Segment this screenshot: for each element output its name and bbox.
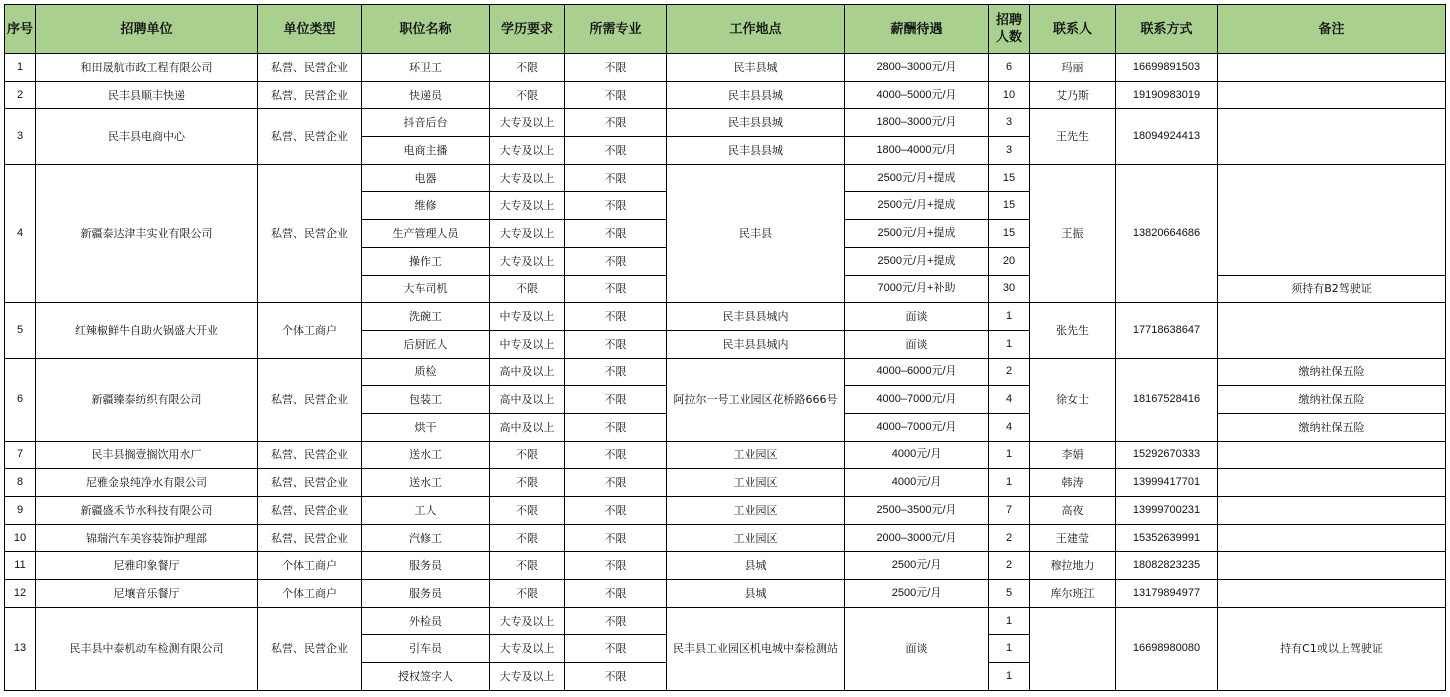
header-row <box>5 5 1446 54</box>
cell-location[interactable]: 县城 <box>667 580 845 608</box>
cell-education[interactable]: 大专及以上 <box>490 164 565 192</box>
cell-contact[interactable]: 穆拉地力 <box>1030 552 1116 580</box>
recruitment-table <box>4 4 1446 691</box>
cell-major[interactable]: 不限 <box>565 663 667 691</box>
cell-contact[interactable]: 王建莹 <box>1030 524 1116 552</box>
cell-location[interactable]: 工业园区 <box>667 441 845 469</box>
cell-pay[interactable]: 7000元/月+补助 <box>845 275 989 303</box>
cell-position[interactable]: 洗碗工 <box>362 303 490 331</box>
cell-education[interactable]: 大专及以上 <box>490 635 565 663</box>
table-row <box>5 497 1446 525</box>
cell-major[interactable]: 不限 <box>565 607 667 635</box>
cell-education[interactable]: 不限 <box>490 275 565 303</box>
cell-note[interactable] <box>1218 54 1446 82</box>
header-cell: 联系方式 <box>1116 5 1218 54</box>
header-cell: 工作地点 <box>667 5 845 54</box>
cell-position[interactable]: 送水工 <box>362 441 490 469</box>
cell-major[interactable]: 不限 <box>565 137 667 165</box>
cell-major[interactable]: 不限 <box>565 469 667 497</box>
cell-type[interactable]: 私营、民营企业 <box>258 469 362 497</box>
cell-education[interactable]: 高中及以上 <box>490 386 565 414</box>
cell-company[interactable]: 尼雅金泉纯净水有限公司 <box>36 469 258 497</box>
cell-position[interactable]: 质检 <box>362 358 490 386</box>
cell-major[interactable]: 不限 <box>565 552 667 580</box>
cell-no[interactable]: 7 <box>5 441 36 469</box>
cell-contact[interactable]: 王振 <box>1030 164 1116 302</box>
cell-education[interactable]: 不限 <box>490 497 565 525</box>
cell-phone[interactable]: 16699891503 <box>1116 54 1218 82</box>
cell-position[interactable]: 包装工 <box>362 386 490 414</box>
cell-count[interactable]: 15 <box>989 220 1030 248</box>
cell-major[interactable]: 不限 <box>565 386 667 414</box>
header-cell: 序号 <box>5 5 36 54</box>
cell-count[interactable]: 30 <box>989 275 1030 303</box>
cell-position[interactable]: 外检员 <box>362 607 490 635</box>
cell-count[interactable]: 2 <box>989 358 1030 386</box>
cell-count[interactable]: 1 <box>989 441 1030 469</box>
cell-company[interactable]: 红辣椒鲜牛自助火锅盛大开业 <box>36 303 258 358</box>
cell-phone[interactable]: 15352639991 <box>1116 524 1218 552</box>
cell-phone[interactable]: 18082823235 <box>1116 552 1218 580</box>
cell-pay[interactable]: 4000–5000元/月 <box>845 81 989 109</box>
cell-company[interactable]: 民丰县顺丰快递 <box>36 81 258 109</box>
cell-position[interactable]: 汽修工 <box>362 524 490 552</box>
cell-contact[interactable]: 张先生 <box>1030 303 1116 358</box>
cell-position[interactable]: 电商主播 <box>362 137 490 165</box>
cell-pay[interactable]: 1800–4000元/月 <box>845 137 989 165</box>
cell-contact[interactable]: 韩涛 <box>1030 469 1116 497</box>
cell-note[interactable]: 缴纳社保五险 <box>1218 358 1446 386</box>
cell-location[interactable]: 工业园区 <box>667 497 845 525</box>
cell-contact[interactable] <box>1030 607 1116 690</box>
cell-type[interactable]: 私营、民营企业 <box>258 607 362 690</box>
cell-education[interactable]: 大专及以上 <box>490 220 565 248</box>
header-cell: 单位类型 <box>258 5 362 54</box>
cell-note[interactable]: 缴纳社保五险 <box>1218 386 1446 414</box>
cell-count[interactable]: 2 <box>989 552 1030 580</box>
table-row <box>5 469 1446 497</box>
cell-education[interactable]: 大专及以上 <box>490 192 565 220</box>
cell-location[interactable]: 民丰县 <box>667 164 845 302</box>
cell-position[interactable]: 送水工 <box>362 469 490 497</box>
cell-major[interactable]: 不限 <box>565 54 667 82</box>
cell-company[interactable]: 新疆泰达津丰实业有限公司 <box>36 164 258 302</box>
cell-no[interactable]: 9 <box>5 497 36 525</box>
cell-position[interactable]: 授权签字人 <box>362 663 490 691</box>
cell-location[interactable]: 阿拉尔一号工业园区花桥路666号 <box>667 358 845 441</box>
header-cell: 所需专业 <box>565 5 667 54</box>
cell-position[interactable]: 生产管理人员 <box>362 220 490 248</box>
header-cell: 招聘单位 <box>36 5 258 54</box>
cell-major[interactable]: 不限 <box>565 580 667 608</box>
cell-note[interactable] <box>1218 524 1446 552</box>
cell-contact[interactable]: 库尔班江 <box>1030 580 1116 608</box>
cell-pay[interactable]: 2800–3000元/月 <box>845 54 989 82</box>
cell-pay[interactable]: 2500元/月 <box>845 580 989 608</box>
cell-position[interactable]: 环卫工 <box>362 54 490 82</box>
cell-location[interactable]: 工业园区 <box>667 524 845 552</box>
cell-major[interactable]: 不限 <box>565 497 667 525</box>
cell-phone[interactable]: 13999700231 <box>1116 497 1218 525</box>
cell-pay[interactable]: 面谈 <box>845 303 989 331</box>
cell-no[interactable]: 1 <box>5 54 36 82</box>
cell-type[interactable]: 私营、民营企业 <box>258 164 362 302</box>
cell-no[interactable]: 6 <box>5 358 36 441</box>
cell-position[interactable]: 操作工 <box>362 247 490 275</box>
cell-type[interactable]: 私营、民营企业 <box>258 358 362 441</box>
header-cell: 薪酬待遇 <box>845 5 989 54</box>
cell-education[interactable]: 不限 <box>490 580 565 608</box>
cell-pay[interactable]: 面谈 <box>845 330 989 358</box>
cell-count[interactable]: 4 <box>989 413 1030 441</box>
cell-type[interactable]: 个体工商户 <box>258 552 362 580</box>
cell-company[interactable]: 新疆盛禾节水科技有限公司 <box>36 497 258 525</box>
cell-location[interactable]: 民丰县工业园区机电城中泰检测站 <box>667 607 845 690</box>
cell-note[interactable] <box>1218 81 1446 109</box>
cell-major[interactable]: 不限 <box>565 109 667 137</box>
table-row <box>5 441 1446 469</box>
cell-no[interactable]: 4 <box>5 164 36 302</box>
cell-pay[interactable]: 4000–7000元/月 <box>845 386 989 414</box>
cell-position[interactable]: 服务员 <box>362 580 490 608</box>
cell-note[interactable]: 须持有B2驾驶证 <box>1218 275 1446 303</box>
table-row <box>5 303 1446 331</box>
cell-pay[interactable]: 4000元/月 <box>845 469 989 497</box>
cell-location[interactable]: 民丰县县城 <box>667 109 845 137</box>
cell-count[interactable]: 2 <box>989 524 1030 552</box>
table-row <box>5 524 1446 552</box>
cell-phone[interactable]: 18094924413 <box>1116 109 1218 164</box>
cell-count[interactable]: 6 <box>989 54 1030 82</box>
cell-pay[interactable]: 面谈 <box>845 607 989 690</box>
cell-major[interactable]: 不限 <box>565 164 667 192</box>
cell-major[interactable]: 不限 <box>565 303 667 331</box>
cell-position[interactable]: 后厨匠人 <box>362 330 490 358</box>
cell-pay[interactable]: 4000–7000元/月 <box>845 413 989 441</box>
header-cell: 联系人 <box>1030 5 1116 54</box>
cell-contact[interactable]: 徐女士 <box>1030 358 1116 441</box>
cell-major[interactable]: 不限 <box>565 81 667 109</box>
cell-position[interactable]: 烘干 <box>362 413 490 441</box>
cell-count[interactable]: 7 <box>989 497 1030 525</box>
cell-location[interactable]: 民丰县县城 <box>667 81 845 109</box>
cell-position[interactable]: 引车员 <box>362 635 490 663</box>
cell-major[interactable]: 不限 <box>565 192 667 220</box>
cell-count[interactable]: 3 <box>989 137 1030 165</box>
cell-note[interactable]: 持有C1或以上驾驶证 <box>1218 607 1446 690</box>
header-cell: 职位名称 <box>362 5 490 54</box>
cell-phone[interactable]: 17718638647 <box>1116 303 1218 358</box>
cell-major[interactable]: 不限 <box>565 524 667 552</box>
header-cell: 备注 <box>1218 5 1446 54</box>
cell-no[interactable]: 10 <box>5 524 36 552</box>
table-row <box>5 54 1446 82</box>
cell-count[interactable]: 1 <box>989 607 1030 635</box>
table-row <box>5 607 1446 635</box>
cell-education[interactable]: 大专及以上 <box>490 137 565 165</box>
cell-company[interactable]: 民丰县电商中心 <box>36 109 258 164</box>
cell-type[interactable]: 个体工商户 <box>258 303 362 358</box>
cell-company[interactable]: 锦瑞汽车美容装饰护理部 <box>36 524 258 552</box>
cell-pay[interactable]: 2500元/月+提成 <box>845 192 989 220</box>
cell-no[interactable]: 13 <box>5 607 36 690</box>
cell-education[interactable]: 中专及以上 <box>490 330 565 358</box>
table-row <box>5 580 1446 608</box>
cell-education[interactable]: 大专及以上 <box>490 607 565 635</box>
cell-education[interactable]: 大专及以上 <box>490 109 565 137</box>
cell-phone[interactable]: 15292670333 <box>1116 441 1218 469</box>
cell-note[interactable] <box>1218 580 1446 608</box>
cell-count[interactable]: 1 <box>989 330 1030 358</box>
cell-count[interactable]: 15 <box>989 192 1030 220</box>
cell-education[interactable]: 中专及以上 <box>490 303 565 331</box>
cell-company[interactable]: 民丰县搁壹搁饮用水厂 <box>36 441 258 469</box>
cell-type[interactable]: 私营、民营企业 <box>258 441 362 469</box>
cell-type[interactable]: 私营、民营企业 <box>258 524 362 552</box>
cell-count[interactable]: 3 <box>989 109 1030 137</box>
cell-major[interactable]: 不限 <box>565 275 667 303</box>
cell-company[interactable]: 民丰县中泰机动车检测有限公司 <box>36 607 258 690</box>
cell-major[interactable]: 不限 <box>565 413 667 441</box>
cell-phone[interactable]: 16698980080 <box>1116 607 1218 690</box>
cell-type[interactable]: 私营、民营企业 <box>258 81 362 109</box>
cell-phone[interactable]: 13999417701 <box>1116 469 1218 497</box>
cell-pay[interactable]: 2500元/月+提成 <box>845 247 989 275</box>
cell-major[interactable]: 不限 <box>565 441 667 469</box>
cell-pay[interactable]: 2000–3000元/月 <box>845 524 989 552</box>
cell-company[interactable]: 尼壤音乐餐厅 <box>36 580 258 608</box>
cell-phone[interactable]: 13820664686 <box>1116 164 1218 302</box>
cell-pay[interactable]: 2500元/月+提成 <box>845 164 989 192</box>
cell-contact[interactable]: 高夜 <box>1030 497 1116 525</box>
cell-contact[interactable]: 艾乃斯 <box>1030 81 1116 109</box>
cell-contact[interactable]: 李娟 <box>1030 441 1116 469</box>
cell-position[interactable]: 大车司机 <box>362 275 490 303</box>
cell-position[interactable]: 抖音后台 <box>362 109 490 137</box>
cell-phone[interactable]: 19190983019 <box>1116 81 1218 109</box>
cell-education[interactable]: 不限 <box>490 54 565 82</box>
cell-contact[interactable]: 王先生 <box>1030 109 1116 164</box>
cell-location[interactable]: 民丰县城 <box>667 54 845 82</box>
cell-pay[interactable]: 4000–6000元/月 <box>845 358 989 386</box>
cell-note[interactable]: 缴纳社保五险 <box>1218 413 1446 441</box>
cell-position[interactable]: 维修 <box>362 192 490 220</box>
cell-type[interactable]: 私营、民营企业 <box>258 497 362 525</box>
cell-position[interactable]: 快递员 <box>362 81 490 109</box>
cell-type[interactable]: 个体工商户 <box>258 580 362 608</box>
cell-phone[interactable]: 13179894977 <box>1116 580 1218 608</box>
cell-major[interactable]: 不限 <box>565 358 667 386</box>
cell-major[interactable]: 不限 <box>565 635 667 663</box>
cell-pay[interactable]: 2500元/月+提成 <box>845 220 989 248</box>
table-row <box>5 109 1446 137</box>
cell-education[interactable]: 不限 <box>490 524 565 552</box>
table-row <box>5 164 1446 192</box>
cell-education[interactable]: 大专及以上 <box>490 663 565 691</box>
cell-education[interactable]: 不限 <box>490 552 565 580</box>
table-row <box>5 552 1446 580</box>
cell-major[interactable]: 不限 <box>565 330 667 358</box>
cell-note[interactable] <box>1218 552 1446 580</box>
cell-note[interactable] <box>1218 469 1446 497</box>
header-cell: 学历要求 <box>490 5 565 54</box>
cell-position[interactable]: 服务员 <box>362 552 490 580</box>
cell-type[interactable]: 私营、民营企业 <box>258 54 362 82</box>
cell-count[interactable]: 1 <box>989 635 1030 663</box>
cell-type[interactable]: 私营、民营企业 <box>258 109 362 164</box>
cell-note[interactable] <box>1218 164 1446 275</box>
cell-no[interactable]: 5 <box>5 303 36 358</box>
cell-company[interactable]: 新疆臻泰纺织有限公司 <box>36 358 258 441</box>
cell-position[interactable]: 工人 <box>362 497 490 525</box>
cell-count[interactable]: 1 <box>989 303 1030 331</box>
cell-position[interactable]: 电器 <box>362 164 490 192</box>
cell-company[interactable]: 和田晟航市政工程有限公司 <box>36 54 258 82</box>
cell-contact[interactable]: 玛丽 <box>1030 54 1116 82</box>
cell-no[interactable]: 3 <box>5 109 36 164</box>
cell-count[interactable]: 4 <box>989 386 1030 414</box>
cell-pay[interactable]: 1800–3000元/月 <box>845 109 989 137</box>
cell-note[interactable] <box>1218 497 1446 525</box>
cell-education[interactable]: 不限 <box>490 81 565 109</box>
cell-location[interactable]: 民丰县县城 <box>667 137 845 165</box>
cell-location[interactable]: 民丰县县城内 <box>667 330 845 358</box>
cell-location[interactable]: 县城 <box>667 552 845 580</box>
cell-phone[interactable]: 18167528416 <box>1116 358 1218 441</box>
cell-count[interactable]: 20 <box>989 247 1030 275</box>
cell-education[interactable]: 大专及以上 <box>490 247 565 275</box>
cell-pay[interactable]: 2500–3500元/月 <box>845 497 989 525</box>
cell-education[interactable]: 不限 <box>490 469 565 497</box>
cell-no[interactable]: 11 <box>5 552 36 580</box>
header-cell: 招聘人数 <box>989 5 1030 54</box>
cell-major[interactable]: 不限 <box>565 220 667 248</box>
cell-count[interactable]: 5 <box>989 580 1030 608</box>
cell-company[interactable]: 尼雅印象餐厅 <box>36 552 258 580</box>
cell-education[interactable]: 高中及以上 <box>490 413 565 441</box>
cell-note[interactable] <box>1218 303 1446 358</box>
cell-no[interactable]: 2 <box>5 81 36 109</box>
cell-major[interactable]: 不限 <box>565 247 667 275</box>
cell-education[interactable]: 高中及以上 <box>490 358 565 386</box>
cell-note[interactable] <box>1218 109 1446 164</box>
cell-location[interactable]: 民丰县县城内 <box>667 303 845 331</box>
cell-count[interactable]: 15 <box>989 164 1030 192</box>
cell-no[interactable]: 12 <box>5 580 36 608</box>
table-row <box>5 358 1446 386</box>
cell-no[interactable]: 8 <box>5 469 36 497</box>
cell-count[interactable]: 1 <box>989 663 1030 691</box>
cell-pay[interactable]: 4000元/月 <box>845 441 989 469</box>
cell-count[interactable]: 1 <box>989 469 1030 497</box>
cell-education[interactable]: 不限 <box>490 441 565 469</box>
cell-pay[interactable]: 2500元/月 <box>845 552 989 580</box>
table-row <box>5 81 1446 109</box>
cell-note[interactable] <box>1218 441 1446 469</box>
cell-location[interactable]: 工业园区 <box>667 469 845 497</box>
cell-count[interactable]: 10 <box>989 81 1030 109</box>
